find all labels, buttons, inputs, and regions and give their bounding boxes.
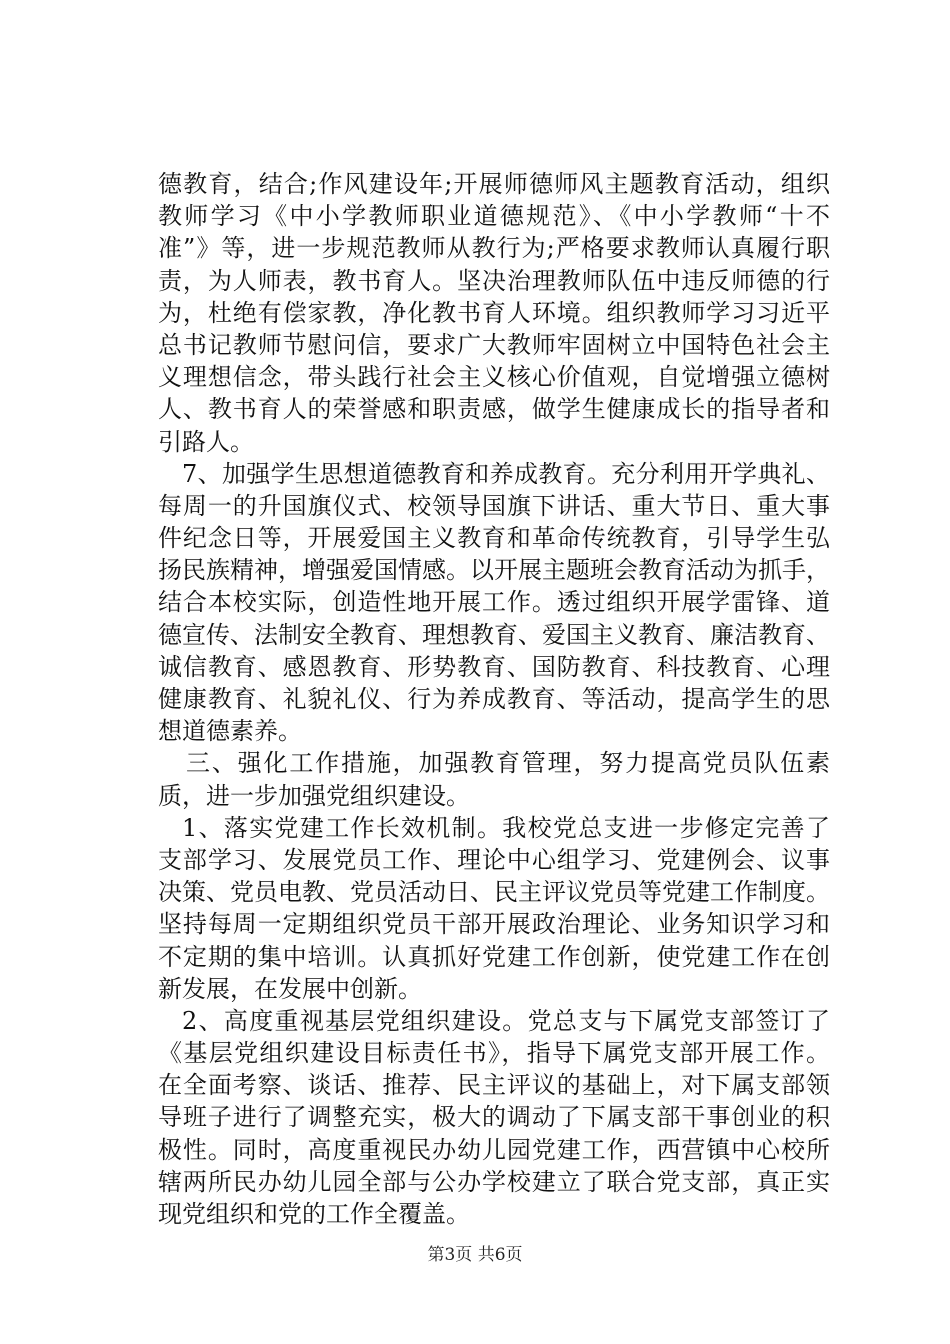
text-line: 人、教书育人的荣誉感和职责感，做学生健康成长的指导者和 <box>158 395 830 424</box>
text-line: 健康教育、礼貌礼仪、行为养成教育、等活动，提高学生的思 <box>158 685 830 713</box>
text-line: 诚信教育、感恩教育、形势教育、国防教育、科技教育、心理 <box>158 652 830 681</box>
text-line: 决策、党员电教、党员活动日、民主评议党员等党建工作制度。 <box>158 878 830 907</box>
text-line: 德宣传、法制安全教育、理想教育、爱国主义教育、廉洁教育、 <box>158 620 830 649</box>
text-line: 三、强化工作措施，加强教育管理，努力提高党员队伍素 <box>186 749 830 778</box>
text-line: 1、落实党建工作长效机制。我校党总支进一步修定完善了 <box>182 813 830 842</box>
text-line: 新发展，在发展中创新。 <box>158 974 422 1003</box>
text-line: 为，杜绝有偿家教，净化教书育人环境。组织教师学习习近平 <box>158 298 830 327</box>
text-line: 结合本校实际，创造性地开展工作。透过组织开展学雷锋、道 <box>158 588 830 617</box>
text-line: 教师学习《中小学教师职业道德规范》、《中小学教师“十不 <box>158 202 830 231</box>
text-line: 想道德素养。 <box>158 717 302 746</box>
text-line: 义理想信念，带头践行社会主义核心价值观，自觉增强立德树 <box>158 363 830 392</box>
text-line: 准”》等，进一步规范教师从教行为;严格要求教师认真履行职 <box>158 234 830 263</box>
page-footer: 第3页 共6页 <box>427 1245 523 1265</box>
text-line: 现党组织和党的工作全覆盖。 <box>158 1200 470 1228</box>
text-line: 每周一的升国旗仪式、校领导国旗下讲话、重大节日、重大事 <box>158 491 830 520</box>
text-line: 责，为人师表，教书育人。坚决治理教师队伍中违反师德的行 <box>158 266 830 295</box>
text-line: 辖两所民办幼儿园全部与公办学校建立了联合党支部，真正实 <box>158 1167 830 1196</box>
text-line: 不定期的集中培训。认真抓好党建工作创新，使党建工作在创 <box>158 942 830 971</box>
text-line: 《基层党组织建设目标责任书》，指导下属党支部开展工作。 <box>158 1039 830 1068</box>
text-line: 德教育，结合;作风建设年;开展师德师风主题教育活动，组织 <box>158 170 830 198</box>
document-body <box>158 168 830 1230</box>
text-line: 质，进一步加强党组织建设。 <box>158 781 470 810</box>
text-line: 7、加强学生思想道德教育和养成教育。充分利用开学典礼、 <box>182 459 830 488</box>
text-line: 2、高度重视基层党组织建设。党总支与下属党支部签订了 <box>182 1006 830 1035</box>
text-line: 引路人。 <box>158 427 254 456</box>
text-line: 扬民族精神，增强爱国情感。以开展主题班会教育活动为抓手， <box>158 556 830 585</box>
text-line: 极性。同时，高度重视民办幼儿园党建工作，西营镇中心校所 <box>158 1135 830 1164</box>
text-line: 在全面考察、谈话、推荐、民主评议的基础上，对下属支部领 <box>158 1071 830 1100</box>
text-line: 坚持每周一定期组织党员干部开展政治理论、业务知识学习和 <box>158 910 830 939</box>
text-line: 总书记教师节慰问信，要求广大教师牢固树立中国特色社会主 <box>158 330 830 359</box>
text-line: 支部学习、发展党员工作、理论中心组学习、党建例会、议事 <box>158 845 830 874</box>
text-line: 件纪念日等，开展爱国主义教育和革命传统教育，引导学生弘 <box>158 524 830 553</box>
text-line: 导班子进行了调整充实，极大的调动了下属支部干事创业的积 <box>158 1103 830 1132</box>
